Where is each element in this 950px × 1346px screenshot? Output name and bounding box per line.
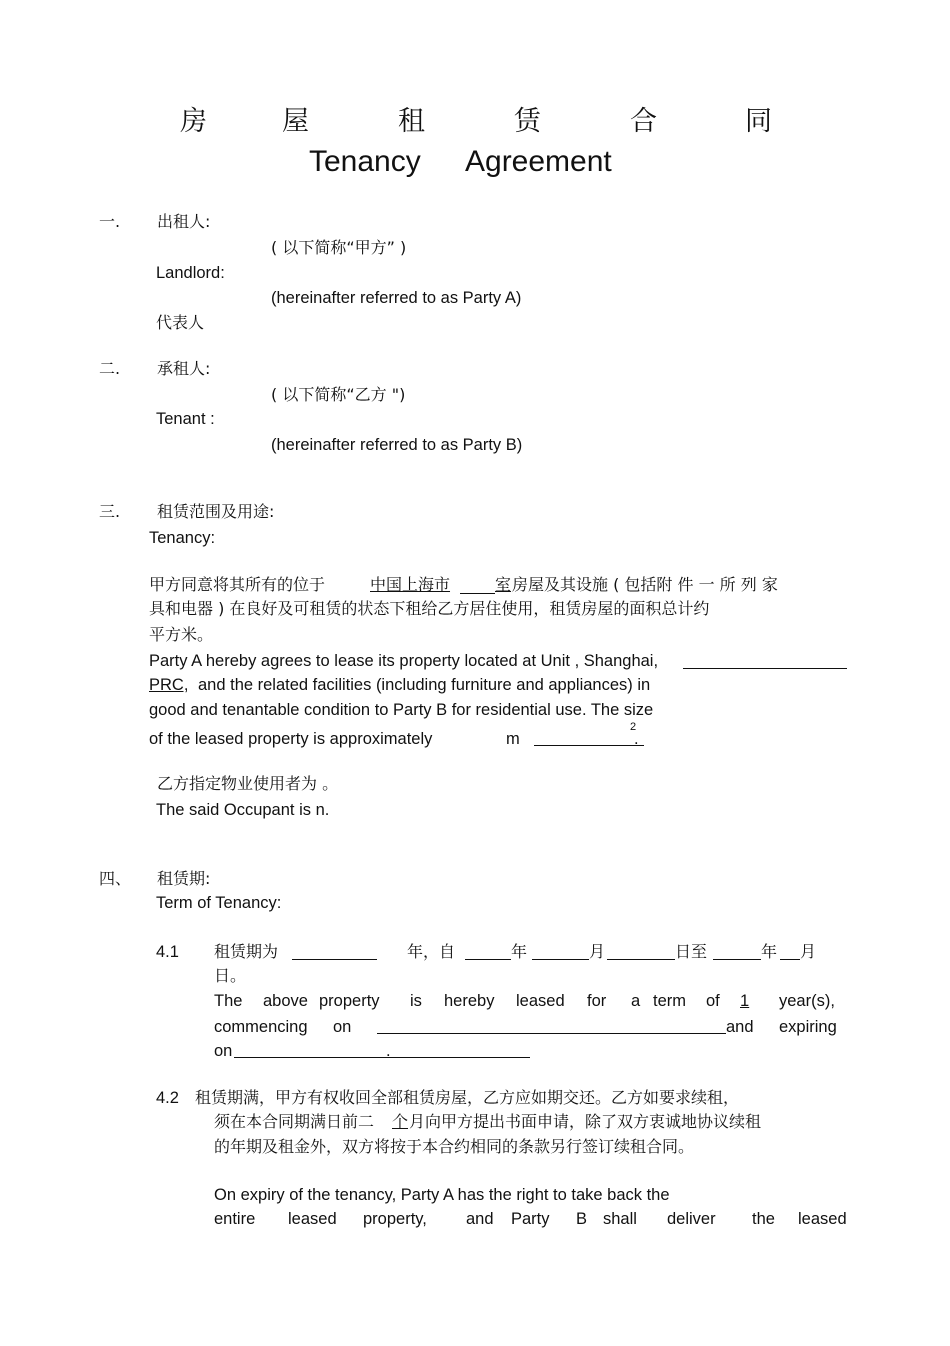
clause-4-2-en-w1: entire xyxy=(214,1210,256,1228)
section3-address-blank xyxy=(460,593,495,594)
clause-4-1-en-w9: term xyxy=(653,992,686,1010)
title-cn-char-4: 赁 xyxy=(514,106,541,137)
section2-label-en: Tenant : xyxy=(156,410,215,428)
section1-representative-cn: 代表人 xyxy=(156,313,205,332)
section3-heading-cn: 租赁范围及用途: xyxy=(157,502,275,521)
clause-4-1-cn-year-from: 年，自 xyxy=(407,942,456,961)
section3-heading-en: Tenancy: xyxy=(149,529,216,547)
title-cn-char-1: 房 xyxy=(180,106,207,137)
clause-4-1-cn-day-to: 日至 xyxy=(675,942,708,961)
clause-4-1-en-expiring: expiring xyxy=(779,1018,837,1036)
clause-4-1-start-day-blank xyxy=(607,959,675,960)
clause-4-1-start-month-blank xyxy=(532,959,589,960)
clause-4-1-en-w6: leased xyxy=(516,992,565,1010)
section3-cn-room: 室 xyxy=(495,575,512,594)
clause-4-2-en-w2: leased xyxy=(288,1210,337,1228)
clause-4-1-en-w5: hereby xyxy=(444,992,495,1010)
clause-4-1-en-and: and xyxy=(726,1018,754,1036)
clause-4-1-en-w2: above xyxy=(263,992,308,1010)
clause-4-2-en-w7: shall xyxy=(603,1210,637,1228)
section3-unit-blank xyxy=(683,668,847,669)
clause-4-2-en-line1: On expiry of the tenancy, Party A has the right to take back the xyxy=(214,1186,670,1204)
section3-cn-line3: 平方米。 xyxy=(149,625,214,644)
clause-4-1-number: 4.1 xyxy=(156,943,179,961)
clause-4-2-en-w9: the xyxy=(752,1210,775,1228)
clause-4-1-en-term: 1 xyxy=(740,992,750,1010)
title-cn-char-2: 屋 xyxy=(282,106,309,137)
clause-4-2-en-w10: leased xyxy=(798,1210,847,1228)
section3-en-superscript: 2 xyxy=(630,721,637,733)
section3-en-prc: PRC, xyxy=(149,676,189,694)
section3-en-line3: good and tenantable condition to Party B for residential use. The size xyxy=(149,701,654,719)
clause-4-1-en-w8: a xyxy=(631,992,641,1010)
clause-4-1-end-month-blank xyxy=(780,959,800,960)
section3-en-line2: and the related facilities (including furniture and appliances) in xyxy=(198,676,651,694)
section3-area-blank xyxy=(534,745,644,746)
clause-4-1-en-w1: The xyxy=(214,992,243,1010)
section2-heading-cn: 承租人: xyxy=(157,359,211,378)
clause-4-1-end-date-blank xyxy=(234,1057,530,1058)
clause-4-2-cn-line1: 租赁期满，甲方有权收回全部租赁房屋，乙方应如期交还。乙方如要求续租， xyxy=(195,1088,740,1107)
clause-4-2-cn-line2-a: 须在本合同期满日前二 xyxy=(214,1112,375,1131)
title-cn-char-6: 同 xyxy=(745,106,772,137)
section2-alias-cn: ( 以下简称“乙方 ") xyxy=(271,385,406,404)
clause-4-1-cn-term: 租赁期为 xyxy=(214,942,279,961)
title-en-word-1: Tenancy xyxy=(309,145,421,178)
clause-4-1-cn-month-2: 月 xyxy=(800,942,817,961)
clause-4-2-en-w5: Party xyxy=(511,1210,550,1228)
section4-heading-en: Term of Tenancy: xyxy=(156,894,282,912)
clause-4-1-en-w10: of xyxy=(706,992,720,1010)
clause-4-1-cn-day: 日。 xyxy=(214,966,247,985)
section2-number: 二. xyxy=(99,359,121,378)
section1-alias-cn: ( 以下简称“甲方” ) xyxy=(271,238,407,257)
clause-4-2-number: 4.2 xyxy=(156,1089,179,1107)
title-en-word-2: Agreement xyxy=(465,145,612,178)
clause-4-1-cn-year: 年 xyxy=(511,942,528,961)
section3-en-unit-m: m xyxy=(506,730,520,748)
clause-4-1-en-commencing: commencing xyxy=(214,1018,308,1036)
section1-label-en: Landlord: xyxy=(156,264,225,282)
clause-4-1-start-year-blank xyxy=(465,959,511,960)
clause-4-2-en-w8: deliver xyxy=(667,1210,716,1228)
section3-number: 三. xyxy=(99,502,121,521)
clause-4-1-start-date-blank xyxy=(377,1033,726,1034)
clause-4-2-en-w6: B xyxy=(576,1210,588,1228)
section3-cn-line1-a: 甲方同意将其所有的位于 xyxy=(149,575,326,594)
clause-4-1-en-w4: is xyxy=(410,992,422,1010)
section4-heading-cn: 租赁期: xyxy=(157,869,211,888)
clause-4-2-cn-line3: 的年期及租金外，双方将按于本合约相同的条款另行签订续租合同。 xyxy=(214,1137,695,1156)
clause-4-1-en-w3: property xyxy=(319,992,380,1010)
section3-en-line4: of the leased property is approximately xyxy=(149,730,433,748)
section3-en-line1: Party A hereby agrees to lease its property located at Unit , Shanghai, xyxy=(149,652,659,670)
title-cn-char-5: 合 xyxy=(630,106,657,137)
clause-4-1-cn-month: 月 xyxy=(589,942,606,961)
section3-occupant-en: The said Occupant is n. xyxy=(156,801,330,819)
section3-occupant-cn: 乙方指定物业使用者为 。 xyxy=(157,774,339,793)
clause-4-1-en-on-2: on xyxy=(214,1042,233,1060)
section3-en-period: . xyxy=(634,730,639,748)
clause-4-1-en-period: . xyxy=(386,1042,391,1060)
clause-4-1-term-blank xyxy=(292,959,377,960)
section3-cn-address: 中国上海市 xyxy=(370,575,451,594)
section4-number: 四、 xyxy=(99,869,132,888)
clause-4-2-cn-line2-unit: 个 xyxy=(392,1112,409,1131)
section1-alias-en: (hereinafter referred to as Party A) xyxy=(271,289,522,307)
section3-cn-line1-b: 房屋及其设施 ( 包括附 件 一 所 列 家 xyxy=(512,575,778,594)
clause-4-2-en-w4: and xyxy=(466,1210,494,1228)
clause-4-2-cn-line2-b: 月向甲方提出书面申请，除了双方衷诚地协议续租 xyxy=(409,1112,762,1131)
clause-4-1-cn-year-2: 年 xyxy=(761,942,778,961)
clause-4-1-end-year-blank xyxy=(713,959,761,960)
section2-alias-en: (hereinafter referred to as Party B) xyxy=(271,436,523,454)
clause-4-1-en-years: year(s), xyxy=(779,992,835,1010)
section1-number: 一. xyxy=(99,212,121,231)
title-cn-char-3: 租 xyxy=(398,106,425,137)
clause-4-1-en-w7: for xyxy=(587,992,607,1010)
section3-cn-line2: 具和电器 ) 在良好及可租赁的状态下租给乙方居住使用，租赁房屋的面积总计约 xyxy=(149,599,710,618)
clause-4-2-en-w3: property, xyxy=(363,1210,427,1228)
section1-heading-cn: 出租人: xyxy=(157,212,211,231)
clause-4-1-en-on: on xyxy=(333,1018,352,1036)
